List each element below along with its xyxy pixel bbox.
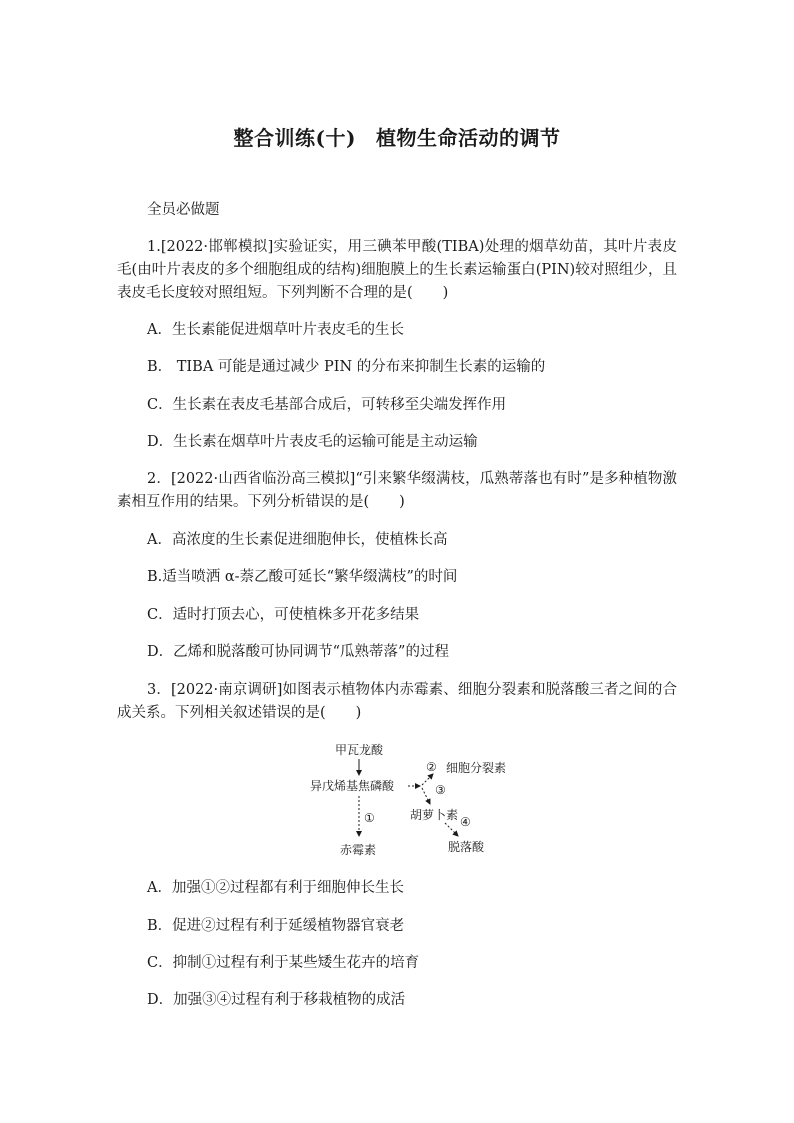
question-1-text: 1.[2022·邯郸模拟]实验证实，用三碘苯甲酸(TIBA)处理的烟草幼苗，其叶片表皮毛(由叶片表皮的多个细胞组成的结构)细胞膜上的生长素运输蛋白(PIN)较对照组少，且表皮毛长度较对照组短。下列判断不合理的是( <box>117 239 677 301</box>
question-3-option-d: D．加强③④过程有利于移栽植物的成活 <box>147 992 406 1008</box>
cytokinin-label: 细胞分裂素 <box>446 761 507 775</box>
question-1-paren: ) <box>442 285 449 301</box>
arrow-to-carotene <box>422 788 430 804</box>
question-1-stem <box>117 236 677 305</box>
label-3: ③ <box>435 783 446 797</box>
question-3-option-b: B．促进②过程有利于延缓植物器官衰老 <box>147 918 405 934</box>
question-1-option-a: A．生长素能促进烟草叶片表皮毛的生长 <box>147 322 404 338</box>
question-3-text: 3．[2022·南京调研]如图表示植物体内赤霉素、细胞分裂素和脱落酸三者之间的合成关系。下列相关叙述错误的是( <box>117 682 677 721</box>
section-heading: 全员必做题 <box>147 202 220 218</box>
question-2-option-a: A．高浓度的生长素促进细胞伸长，使植株长高 <box>147 532 448 548</box>
ga-label: 赤霉素 <box>340 843 377 857</box>
page-title <box>0 122 794 151</box>
question-1-option-d: D．生长素在烟草叶片表皮毛的运输可能是主动运输 <box>147 434 478 450</box>
question-2-option-d: D．乙烯和脱落酸可协同调节“瓜熟蒂落”的过程 <box>147 644 449 660</box>
question-3-paren: ) <box>355 705 362 721</box>
question-1-option-c: C．生长素在表皮毛基部合成后，可转移至尖端发挥作用 <box>147 397 507 413</box>
aba-label: 脱落酸 <box>448 840 485 854</box>
title-part-2: 植物生命活动的调节 <box>375 126 561 150</box>
title-part-1: 整合训练(十) <box>233 126 356 150</box>
question-3-option-c: C．抑制①过程有利于某些矮生花卉的培育 <box>147 955 420 971</box>
question-1-option-b: B． TIBA 可能是通过减少 PIN 的分布来抑制生长素的运输的 <box>147 359 546 375</box>
question-3-option-a: A．加强①②过程都有利于细胞伸长生长 <box>147 880 404 896</box>
label-4: ④ <box>460 815 471 829</box>
mevalonic-acid-label: 甲瓦龙酸 <box>335 743 384 757</box>
question-2-option-c: C．适时打顶去心，可使植株多开花多结果 <box>147 607 420 623</box>
question-3-stem <box>117 679 677 725</box>
arrow-to-aba <box>445 823 458 836</box>
question-2-text: 2．[2022·山西省临汾高三模拟]“引来繁华缀满枝，瓜熟蒂落也有时”是多种植物激素相互作用的结果。下列分析错误的是( <box>117 471 677 510</box>
question-2-stem <box>117 468 677 514</box>
arrow-to-cytokinin <box>422 774 433 785</box>
question-2-paren: ) <box>399 494 405 510</box>
label-1: ① <box>364 811 375 825</box>
ipp-label: 异戊烯基焦磷酸 <box>310 779 395 793</box>
label-2: ② <box>426 760 437 774</box>
carotene-label: 胡萝卜素 <box>410 808 459 822</box>
question-2-option-b: B.适当喷洒 α-萘乙酸可延长“繁华缀满枝”的时间 <box>147 569 458 585</box>
hormone-synthesis-diagram <box>300 738 520 858</box>
